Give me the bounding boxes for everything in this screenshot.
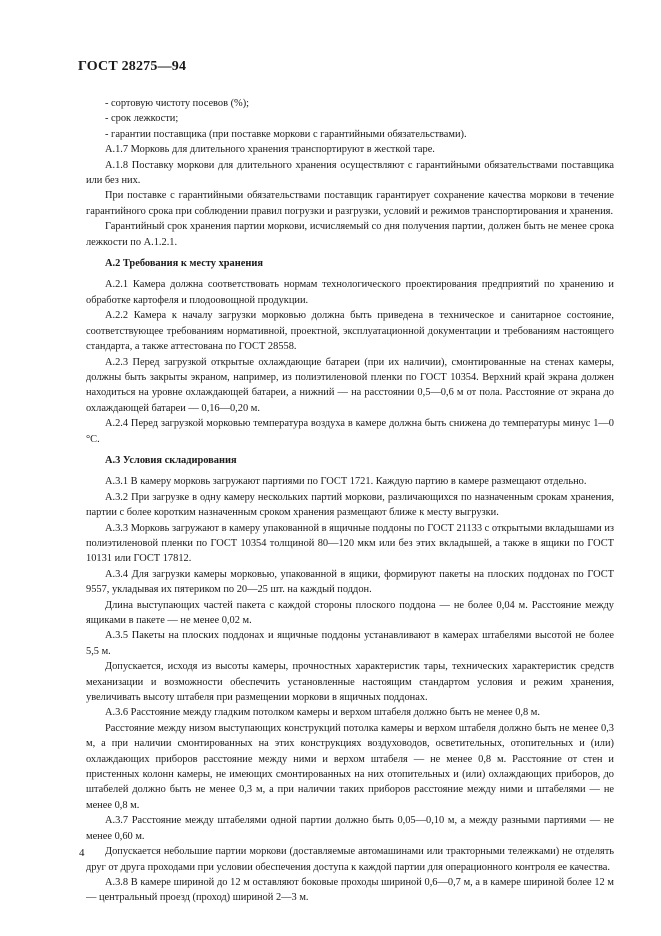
paragraph: А.3.3 Морковь загружают в камеру упакованной в ящичные поддоны по ГОСТ 21133 с открытыми вкладышами из полиэтиленовой пленки по ГОСТ 10354 толщиной 80—120 мкм или без этих вкладышей, а также в ящики по ГОСТ 10131 или ГОСТ 17812. [86,522,614,565]
paragraph: А.3.8 В камере шириной до 12 м оставляют боковые проходы шириной 0,6—0,7 м, а в камере шириной более 12 м — центральный проезд (проход) шириной 2—3 м. [86,876,614,904]
paragraph: Длина выступающих частей пакета с каждой стороны плоского поддона — не более 0,04 м. Расстояние между ящиками в пакете — не менее 0,02 м. [86,599,614,626]
paragraph: А.3.1 В камеру морковь загружают партиями по ГОСТ 1721. Каждую партию в камере размещают отдельно. [105,476,587,488]
paragraph: Расстояние между низом выступающих конструкций потолка камеры и верхом штабеля должно быть не менее 0,3 м, а при наличии смонтированных на этих конструкциях воздуховодов, осветительных, отопительных и (или) охлаждающих приборов расстояние между ними и верхом штабеля — не менее 0,8 м. Расстояние от стен и пристенных колонн камеры, не имеющих смонтированных на них отопительных и (или) охлаждающих приборов, до штабелей должно быть не менее 0,3 м, а при наличии таких приборов расстояние между ними и штабелями — не менее 0,8 м. [86,722,614,811]
paragraph: А.3.5 Пакеты на плоских поддонах и ящичные поддоны устанавливают в камерах штабелями высотой не более 5,5 м. [86,630,614,657]
paragraph: А.2.1 Камера должна соответствовать нормам технологического проектирования предприятий по хранению и обработке картофеля и плодоовощной продукции. [86,279,614,306]
page-number: 4 [79,847,85,859]
paragraph: А.2.2 Камера к началу загрузки морковью должна быть приведена в техническое и санитарное состояние, соответствующее требованиям нормативной, проектной, эксплуатационной документации и требованиям настоящего стандарта, а также аттестована по ГОСТ 28558. [86,310,614,353]
document-body [86,96,614,906]
section-heading: А.3 Условия складирования [105,454,237,466]
paragraph: Допускается, исходя из высоты камеры, прочностных характеристик тары, технических характеристик средств механизации и возможности обеспечить установленные настоящим стандартом условия и режим хранения, увеличивать высоту штабеля при размещении моркови в ящичных поддонах. [86,661,614,704]
paragraph: - гарантии поставщика (при поставке моркови с гарантийными обязательствами). [105,128,467,140]
paragraph: А.1.8 Поставку моркови для длительного хранения осуществляют с гарантийными обязательствами поставщика или без них. [86,159,614,187]
paragraph: - сортовую чистоту посевов (%); [105,98,250,109]
paragraph: А.2.4 Перед загрузкой морковью температура воздуха в камере должна быть снижена до температуры минус 1—0 °С. [86,418,614,445]
paragraph: При поставке с гарантийными обязательствами поставщик гарантирует сохранение качества моркови в течение гарантийного срока при соблюдении правил погрузки и разгрузки, условий и режимов транспортирования и хранения. [86,190,614,217]
paragraph: Допускается небольшие партии моркови (доставляемые автомашинами или тракторными тележками) не отделять друг от друга проходами при условии обеспечения доступа к каждой партии для операционного контроля ее качества. [86,846,614,873]
paragraph: А.3.4 Для загрузки камеры морковью, упакованной в ящики, формируют пакеты на плоских поддонах по ГОСТ 9557, укладывая их пятериком по 20—25 шт. на каждый поддон. [86,568,614,596]
paragraph: Гарантийный срок хранения партии моркови, исчисляемый со дня получения партии, должен быть не менее срока лежкости по А.1.2.1. [86,221,614,248]
paragraph: А.3.7 Расстояние между штабелями одной партии должно быть 0,05—0,10 м, а между разными партиями — не менее 0,60 м. [86,815,614,842]
document-header: ГОСТ 28275—94 [78,59,187,74]
section-heading: А.2 Требования к месту хранения [105,258,263,270]
paragraph: А.2.3 Перед загрузкой открытые охлаждающие батареи (при их наличии), смонтированные на стенах камеры, должны быть закрыты экраном, например, из полиэтиленовой пленки по ГОСТ 10354. Верхний край экрана должен находиться на уровне охлаждающей батареи, а нижний — на расстоянии 0,5—0,6 м от пола. Расстояние от экрана до охлаждающей батареи — 0,16—0,20 м. [86,356,614,414]
paragraph: А.1.7 Морковь для длительного хранения транспортируют в жесткой таре. [105,144,435,156]
paragraph: А.3.6 Расстояние между гладким потолком камеры и верхом штабеля должно быть не менее 0,8 м. [105,707,540,719]
paragraph: А.3.2 При загрузке в одну камеру нескольких партий моркови, различающихся по назначенным срокам хранения, партии с более коротким назначенным сроком хранения размещают ближе к месту выгрузки. [86,491,614,519]
paragraph: - срок лежкости; [105,113,179,125]
